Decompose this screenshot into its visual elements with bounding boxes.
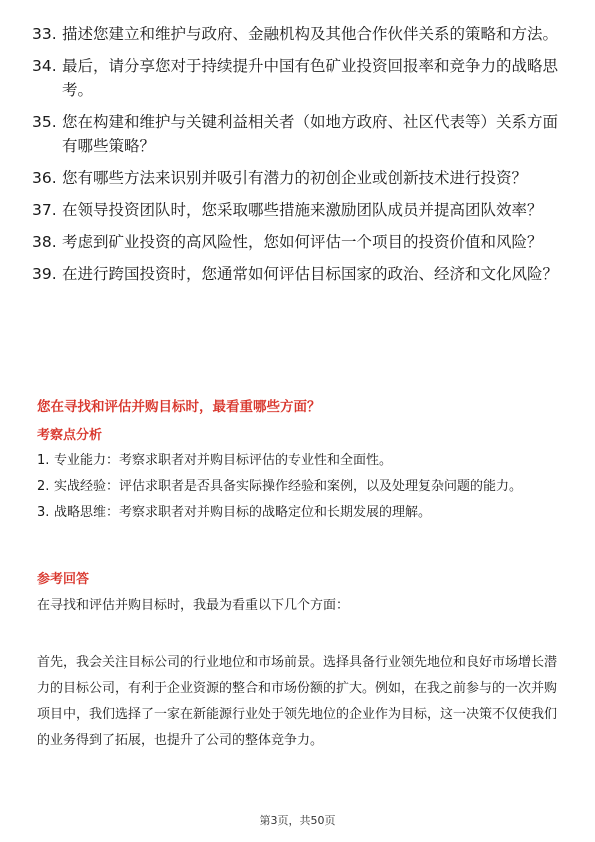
question-item: [32, 166, 567, 190]
list-number: 3.: [37, 505, 50, 520]
question-number: 36.: [32, 169, 57, 187]
list-item: [37, 448, 557, 474]
question-text: 您有哪些方法来识别并吸引有潜力的初创企业或创新技术进行投资？: [62, 169, 528, 187]
question-number: 37.: [32, 201, 57, 219]
question-list: [32, 22, 567, 294]
question-item: [32, 262, 567, 286]
question-item: [32, 22, 567, 46]
question-number: 34.: [32, 57, 57, 75]
question-number: 39.: [32, 265, 57, 283]
question-item: [32, 230, 567, 254]
answer-intro: 在寻找和评估并购目标时，我最为看重以下几个方面：: [37, 598, 350, 613]
question-number: 35.: [32, 113, 57, 131]
list-item: [37, 474, 557, 500]
answer-heading: 参考回答: [37, 572, 90, 587]
question-number: 33.: [32, 25, 57, 43]
analysis-list: [37, 448, 557, 526]
list-text: 实战经验：评估求职者是否具备实际操作经验和案例，以及处理复杂问题的能力。: [54, 479, 523, 494]
question-item: [32, 54, 567, 102]
question-text: 在进行跨国投资时，您通常如何评估目标国家的政治、经济和文化风险？: [62, 265, 559, 283]
question-text: 考虑到矿业投资的高风险性，您如何评估一个项目的投资价值和风险？: [62, 233, 543, 251]
question-text: 在领导投资团队时，您采取哪些措施来激励团队成员并提高团队效率？: [62, 201, 543, 219]
list-number: 1.: [37, 453, 50, 468]
list-item: [37, 500, 557, 526]
answer-paragraph: 首先，我会关注目标公司的行业地位和市场前景。选择具备行业领先地位和良好市场增长潜力的目标公司，有利于企业资源的整合和市场份额的扩大。例如，在我之前参与的一次并购项目中，我们选择了一家在新能源行业处于领先地位的企业作为目标，这一决策不仅使我们的业务得到了拓展，也提升了公司的整体竞争力。: [37, 655, 558, 748]
question-item: [32, 198, 567, 222]
question-text: 您在构建和维护与关键利益相关者（如地方政府、社区代表等）关系方面有哪些策略？: [62, 113, 559, 155]
question-number: 38.: [32, 233, 57, 251]
list-number: 2.: [37, 479, 50, 494]
question-item: [32, 110, 567, 158]
list-text: 战略思维：考察求职者对并购目标的战略定位和长期发展的理解。: [54, 505, 432, 520]
analysis-heading: 考察点分析: [37, 428, 103, 443]
question-text: 最后，请分享您对于持续提升中国有色矿业投资回报率和竞争力的战略思考。: [62, 57, 559, 99]
question-text: 描述您建立和维护与政府、金融机构及其他合作伙伴关系的策略和方法。: [62, 25, 559, 43]
highlight-question: 您在寻找和评估并购目标时，最看重哪些方面？: [37, 399, 321, 415]
page-footer: 第3页，共50页: [259, 814, 336, 827]
list-text: 专业能力：考察求职者对并购目标评估的专业性和全面性。: [54, 453, 393, 468]
